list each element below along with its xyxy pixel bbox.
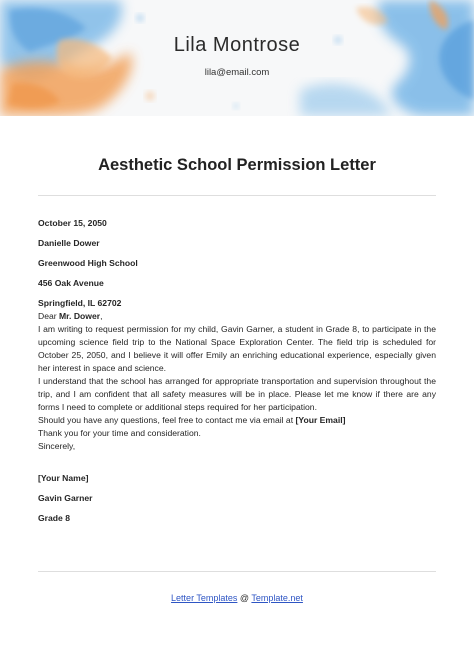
letter-date: October 15, 2050 [38, 218, 107, 228]
watercolor-background [0, 0, 474, 116]
sender-name: Lila Montrose [173, 34, 301, 56]
contact-email-placeholder: [Your Email] [295, 415, 346, 425]
child-name: Gavin Garner [38, 493, 93, 503]
contact-text: Should you have any questions, feel free to contact me via email at [38, 415, 296, 425]
paragraph-contact [38, 414, 436, 427]
child-grade: Grade 8 [38, 513, 71, 523]
paragraph-request: I am writing to request permission for my child, Gavin Garner, a student in Grade 8, to participate in the upcoming science field trip to the National Space Exploration Center. The field trip is scheduled for October 25, 2050, and I believe it will offer Emily an enriching educational experience, especially given her interest in space and science. [38, 324, 436, 373]
letter-body [38, 217, 436, 525]
closing-thanks: Thank you for your time and consideration. [38, 428, 201, 438]
recipient-name: Danielle Dower [38, 238, 100, 248]
footer [0, 593, 474, 603]
closing: Sincerely, [38, 441, 76, 451]
signature-space [38, 453, 436, 472]
recipient-street: 456 Oak Avenue [38, 278, 104, 288]
template-net-link[interactable]: Template.net [251, 593, 303, 603]
footer-separator: @ [237, 593, 252, 603]
signature-name: [Your Name] [38, 473, 89, 483]
bottom-divider [38, 571, 436, 572]
letter-templates-link[interactable]: Letter Templates [171, 593, 238, 603]
recipient-school: Greenwood High School [38, 258, 138, 268]
salutation-prefix: Dear [38, 311, 60, 321]
salutation-name: Mr. Dower [59, 311, 101, 321]
recipient-city: Springfield, IL 62702 [38, 298, 122, 308]
document-title: Aesthetic School Permission Letter [98, 156, 376, 174]
paragraph-safety: I understand that the school has arranged for appropriate transportation and supervision throughout the trip, and I am confident that all safety measures will be in place. Please let me know if there are any forms I need to complete or additional steps required for her participation. [38, 376, 436, 412]
sender-email: lila@email.com [204, 67, 270, 78]
letterhead [0, 0, 474, 116]
top-divider [38, 195, 436, 196]
salutation-suffix: , [100, 311, 103, 321]
salutation [38, 310, 436, 323]
